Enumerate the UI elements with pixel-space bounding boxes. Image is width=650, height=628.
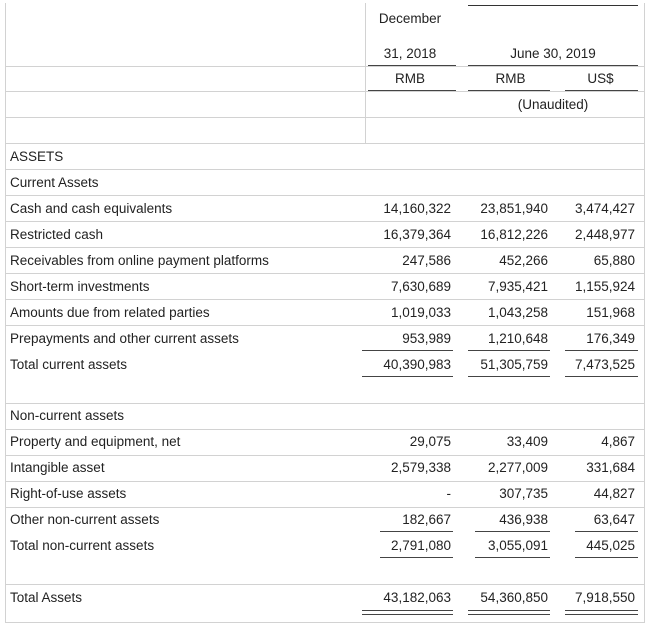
value-jun2019-rmb: 1,210,648 (487, 331, 548, 346)
value-jun2019-rmb: 7,935,421 (487, 279, 548, 294)
grid-line (5, 325, 644, 326)
value-jun2019-rmb: 3,055,091 (487, 538, 548, 553)
value-jun2019-usd: 176,349 (586, 331, 635, 346)
value-jun2019-rmb: 33,409 (506, 434, 548, 449)
value-dec2018: 2,791,080 (390, 538, 451, 553)
row-label: Restricted cash (10, 227, 104, 242)
header-dec-currency: RMB (395, 71, 425, 86)
value-jun2019-usd: 7,918,550 (574, 590, 635, 605)
section-assets: ASSETS (10, 149, 64, 164)
value-dec2018: 1,019,033 (390, 305, 451, 320)
grid-line (5, 507, 644, 508)
grand-total-double-rule (565, 610, 638, 615)
grand-total-double-rule (468, 610, 550, 615)
subtotal-rule (468, 350, 550, 351)
value-jun2019-usd: 2,448,977 (574, 227, 635, 242)
value-jun2019-rmb: 1,043,258 (487, 305, 548, 320)
grid-line (5, 429, 644, 430)
grid-line (5, 622, 644, 623)
subtotal-rule (475, 531, 550, 532)
grid-line (5, 247, 644, 248)
value-dec2018: 182,667 (402, 512, 451, 527)
grid-line (5, 195, 644, 196)
value-dec2018: 43,182,063 (383, 590, 451, 605)
row-label: Cash and cash equivalents (10, 201, 173, 216)
grid-line (5, 584, 644, 585)
row-label: Receivables from online payment platforms (10, 253, 269, 268)
value-jun2019-usd: 65,880 (593, 253, 635, 268)
grid-line (5, 273, 644, 274)
total-rule (565, 376, 638, 377)
header-dec-line2: 31, 2018 (383, 46, 437, 61)
subtotal-rule (575, 531, 638, 532)
header-unaudited: (Unaudited) (517, 97, 589, 112)
value-dec2018: 247,586 (402, 253, 451, 268)
grid-line (5, 221, 644, 222)
row-label-grand-total: Total Assets (10, 590, 83, 605)
value-dec2018: 29,075 (409, 434, 451, 449)
value-dec2018: 14,160,322 (383, 201, 451, 216)
grid-line (5, 169, 644, 170)
value-dec2018: 16,379,364 (383, 227, 451, 242)
value-jun2019-rmb: 436,938 (499, 512, 548, 527)
row-label: Intangible asset (10, 460, 105, 475)
header-jun-usd: US$ (587, 71, 614, 86)
section-non-current-assets: Non-current assets (10, 408, 125, 423)
grid-line (5, 66, 644, 67)
total-rule (468, 376, 550, 377)
value-dec2018: 7,630,689 (390, 279, 451, 294)
subtotal-rule (565, 350, 638, 351)
value-jun2019-rmb: 54,360,850 (480, 590, 548, 605)
balance-sheet-table (5, 3, 645, 623)
row-label: Property and equipment, net (10, 434, 181, 449)
value-jun2019-usd: 445,025 (586, 538, 635, 553)
value-jun2019-usd: 1,155,924 (574, 279, 635, 294)
total-rule (362, 376, 453, 377)
subtotal-rule (380, 531, 453, 532)
total-rule (475, 557, 550, 558)
value-jun2019-rmb: 51,305,759 (480, 357, 548, 372)
grid-line (5, 117, 644, 118)
row-label: Prepayments and other current assets (10, 331, 239, 346)
value-jun2019-usd: 44,827 (593, 486, 635, 501)
subtotal-rule (362, 350, 453, 351)
value-dec2018: 2,579,338 (390, 460, 451, 475)
value-jun2019-rmb: 23,851,940 (480, 201, 548, 216)
value-jun2019-rmb: 307,735 (499, 486, 548, 501)
value-jun2019-usd: 4,867 (601, 434, 635, 449)
header-jun-title: June 30, 2019 (510, 46, 596, 61)
header-dec-line1: December (378, 11, 442, 26)
grid-line (5, 91, 644, 92)
value-jun2019-usd: 7,473,525 (574, 357, 635, 372)
grid-line (5, 455, 644, 456)
table-left-border (5, 3, 6, 623)
row-label-total: Total non-current assets (10, 538, 155, 553)
section-current-assets: Current Assets (10, 175, 99, 190)
value-jun2019-usd: 3,474,427 (574, 201, 635, 216)
grid-line (5, 143, 644, 144)
total-rule (575, 557, 638, 558)
row-label: Short-term investments (10, 279, 150, 294)
row-label: Amounts due from related parties (10, 305, 210, 320)
value-jun2019-rmb: 16,812,226 (480, 227, 548, 242)
value-jun2019-usd: 331,684 (586, 460, 635, 475)
row-label: Right-of-use assets (10, 486, 127, 501)
value-dec2018: 953,989 (402, 331, 451, 346)
value-jun2019-usd: 63,647 (593, 512, 635, 527)
value-jun2019-usd: 151,968 (586, 305, 635, 320)
value-dec2018: 40,390,983 (383, 357, 451, 372)
value-jun2019-rmb: 452,266 (499, 253, 548, 268)
grid-line (5, 299, 644, 300)
header-top-rule (468, 5, 638, 6)
grand-total-double-rule (362, 610, 453, 615)
grid-line (5, 403, 644, 404)
row-label-total: Total current assets (10, 357, 128, 372)
header-jun-rmb: RMB (495, 71, 526, 86)
table-right-border (644, 3, 645, 623)
value-jun2019-rmb: 2,277,009 (487, 460, 548, 475)
total-rule (380, 557, 453, 558)
value-dec2018: - (446, 486, 451, 501)
grid-line (5, 481, 644, 482)
row-label: Other non-current assets (10, 512, 160, 527)
